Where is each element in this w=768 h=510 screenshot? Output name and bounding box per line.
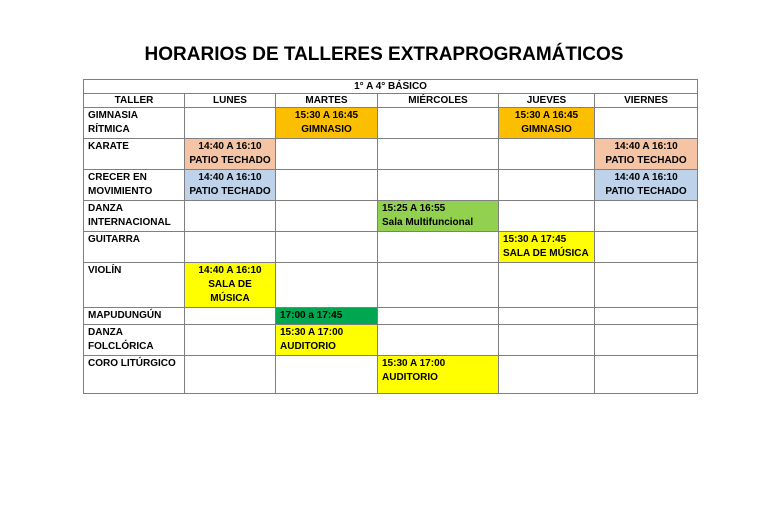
slot-location: PATIO TECHADO bbox=[189, 186, 271, 197]
taller-name-line: CRECER EN bbox=[88, 172, 147, 183]
slot-time: 15:25 A 16:55 bbox=[382, 203, 446, 214]
empty-slot bbox=[185, 201, 276, 232]
level-row bbox=[84, 80, 698, 94]
taller-name-line: VIOLÍN bbox=[88, 265, 122, 276]
empty-slot bbox=[378, 232, 499, 263]
taller-name bbox=[84, 108, 185, 139]
slot-location: SALA DE bbox=[208, 279, 252, 290]
taller-name bbox=[84, 325, 185, 356]
table-row bbox=[84, 308, 698, 325]
schedule-body bbox=[84, 108, 698, 394]
schedule-slot bbox=[185, 263, 276, 308]
taller-name bbox=[84, 170, 185, 201]
empty-slot bbox=[276, 201, 378, 232]
empty-slot bbox=[185, 232, 276, 263]
table-row bbox=[84, 263, 698, 308]
empty-slot bbox=[595, 308, 698, 325]
column-header-taller: TALLER bbox=[84, 94, 185, 108]
empty-slot bbox=[185, 325, 276, 356]
empty-slot bbox=[595, 325, 698, 356]
empty-slot bbox=[595, 263, 698, 308]
empty-slot bbox=[499, 308, 595, 325]
taller-name bbox=[84, 308, 185, 325]
slot-time: 14:40 A 16:10 bbox=[198, 141, 262, 152]
column-header-lunes: LUNES bbox=[185, 94, 276, 108]
empty-slot bbox=[595, 356, 698, 394]
slot-location: GIMNASIO bbox=[521, 124, 572, 135]
taller-name-line: GIMNASIA bbox=[88, 110, 138, 121]
slot-location: PATIO TECHADO bbox=[189, 155, 271, 166]
taller-name-line: MAPUDUNGÚN bbox=[88, 310, 162, 321]
taller-name bbox=[84, 263, 185, 308]
taller-name-line: KARATE bbox=[88, 141, 129, 152]
taller-name-line: INTERNACIONAL bbox=[88, 217, 171, 228]
taller-name bbox=[84, 356, 185, 394]
level-header: 1° A 4° BÁSICO bbox=[84, 80, 698, 94]
empty-slot bbox=[595, 201, 698, 232]
table-row bbox=[84, 325, 698, 356]
schedule-slot bbox=[499, 108, 595, 139]
slot-time: 14:40 A 16:10 bbox=[614, 141, 678, 152]
slot-location: AUDITORIO bbox=[382, 372, 438, 383]
schedule-slot bbox=[595, 139, 698, 170]
empty-slot bbox=[378, 263, 499, 308]
empty-slot bbox=[499, 356, 595, 394]
taller-name-line: DANZA bbox=[88, 203, 123, 214]
slot-location: GIMNASIO bbox=[301, 124, 352, 135]
empty-slot bbox=[595, 108, 698, 139]
slot-time: 15:30 A 16:45 bbox=[514, 110, 579, 121]
schedule-slot bbox=[276, 108, 378, 139]
empty-slot bbox=[276, 263, 378, 308]
schedule-slot bbox=[378, 356, 499, 394]
schedule-slot bbox=[185, 170, 276, 201]
slot-location: SALA DE MÚSICA bbox=[503, 248, 589, 259]
slot-time: 15:30 A 17:00 bbox=[280, 327, 344, 338]
column-header-jueves: JUEVES bbox=[499, 94, 595, 108]
taller-name-line: CORO LITÚRGICO bbox=[88, 358, 176, 369]
slot-time: 14:40 A 16:10 bbox=[198, 172, 262, 183]
empty-slot bbox=[378, 308, 499, 325]
taller-name-line: RÍTMICA bbox=[88, 124, 130, 135]
empty-slot bbox=[378, 139, 499, 170]
taller-name-line: MOVIMIENTO bbox=[88, 186, 153, 197]
table-row bbox=[84, 139, 698, 170]
table-row bbox=[84, 201, 698, 232]
table-row bbox=[84, 356, 698, 394]
schedule-slot bbox=[499, 232, 595, 263]
column-header-miercoles: MIÉRCOLES bbox=[378, 94, 499, 108]
slot-time: 15:30 A 17:45 bbox=[503, 234, 567, 245]
empty-slot bbox=[276, 139, 378, 170]
empty-slot bbox=[185, 356, 276, 394]
empty-slot bbox=[378, 325, 499, 356]
column-header-viernes: VIERNES bbox=[595, 94, 698, 108]
slot-location: Sala Multifuncional bbox=[382, 217, 474, 228]
schedule-slot bbox=[276, 325, 378, 356]
schedule-slot bbox=[276, 308, 378, 325]
empty-slot bbox=[378, 170, 499, 201]
empty-slot bbox=[499, 201, 595, 232]
slot-time: 14:40 A 16:10 bbox=[614, 172, 678, 183]
taller-name-line: FOLCLÓRICA bbox=[88, 341, 154, 352]
column-header-martes: MARTES bbox=[276, 94, 378, 108]
slot-time: 15:30 A 17:00 bbox=[382, 358, 446, 369]
empty-slot bbox=[499, 139, 595, 170]
taller-name bbox=[84, 139, 185, 170]
empty-slot bbox=[276, 170, 378, 201]
empty-slot bbox=[185, 108, 276, 139]
header-row bbox=[84, 94, 698, 108]
empty-slot bbox=[276, 356, 378, 394]
page-title: HORARIOS DE TALLERES EXTRAPROGRAMÁTICOS bbox=[144, 44, 624, 65]
taller-name-line: DANZA bbox=[88, 327, 123, 338]
empty-slot bbox=[595, 232, 698, 263]
slot-time: 15:30 A 16:45 bbox=[294, 110, 359, 121]
slot-location: PATIO TECHADO bbox=[605, 155, 687, 166]
taller-name bbox=[84, 232, 185, 263]
slot-time: 14:40 A 16:10 bbox=[198, 265, 262, 276]
slot-location: PATIO TECHADO bbox=[605, 186, 687, 197]
table-row bbox=[84, 232, 698, 263]
schedule-table bbox=[83, 79, 698, 394]
taller-name-line: GUITARRA bbox=[88, 234, 141, 245]
schedule-slot bbox=[595, 170, 698, 201]
slot-location: MÚSICA bbox=[210, 293, 250, 304]
slot-location: AUDITORIO bbox=[280, 341, 336, 352]
slot-time: 17:00 a 17:45 bbox=[280, 310, 343, 321]
empty-slot bbox=[185, 308, 276, 325]
table-row bbox=[84, 170, 698, 201]
empty-slot bbox=[499, 325, 595, 356]
table-row bbox=[84, 108, 698, 139]
schedule-slot bbox=[378, 201, 499, 232]
empty-slot bbox=[499, 263, 595, 308]
schedule-slot bbox=[185, 139, 276, 170]
empty-slot bbox=[276, 232, 378, 263]
empty-slot bbox=[378, 108, 499, 139]
empty-slot bbox=[499, 170, 595, 201]
taller-name bbox=[84, 201, 185, 232]
